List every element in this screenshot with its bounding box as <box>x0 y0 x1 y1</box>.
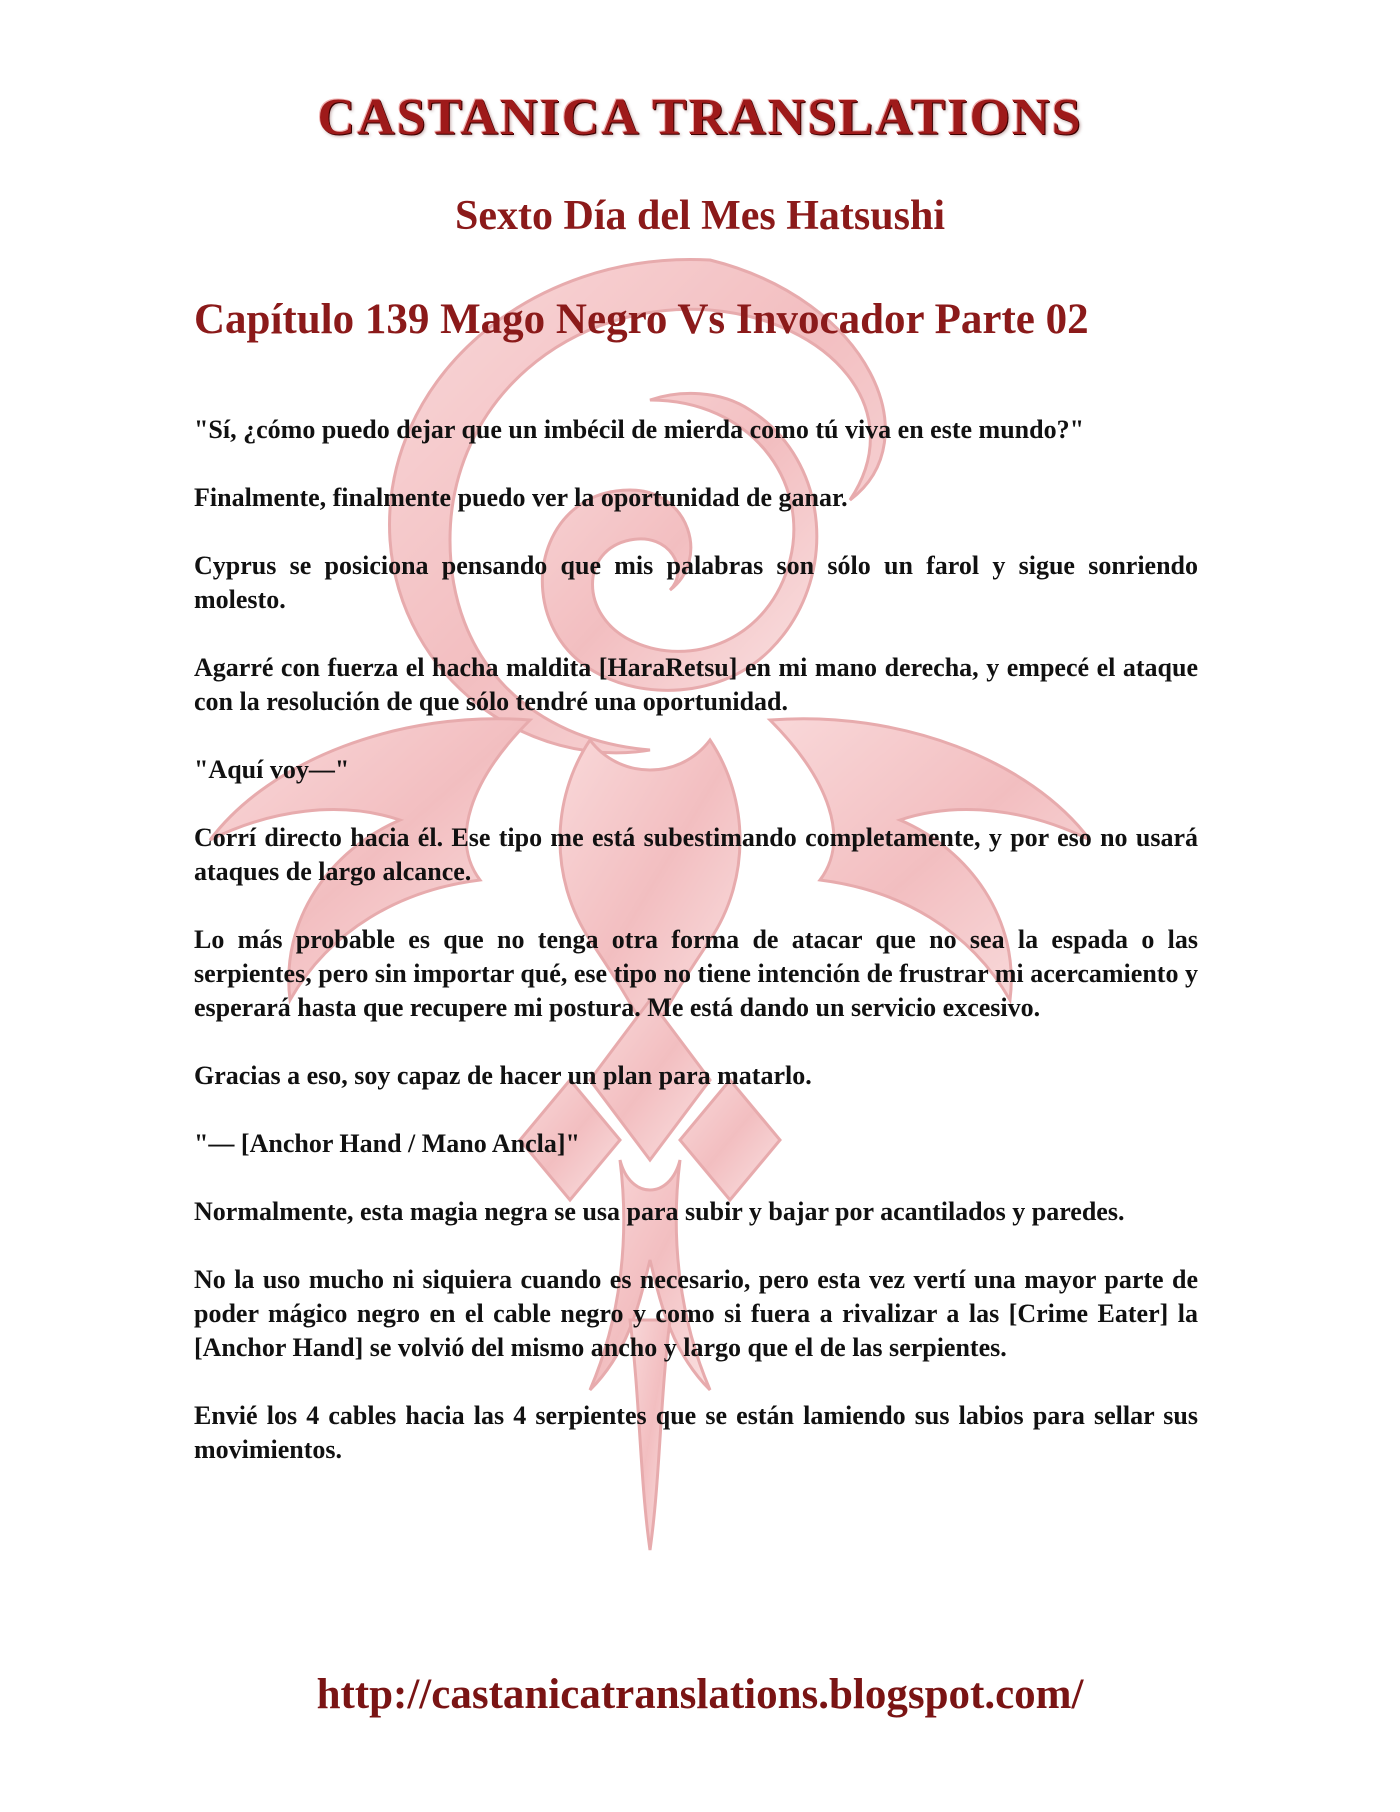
paragraph: Gracias a eso, soy capaz de hacer un plan para matarlo. <box>194 1061 812 1090</box>
paragraph: No la uso mucho ni siquiera cuando es necesario, pero esta vez vertí una mayor parte de poder mágico negro en el cable negro y como si fuera a rivalizar a las [Crime Eater] la [Anchor Hand] se volvió del mismo ancho y largo que el de las serpientes. <box>194 1265 1198 1362</box>
paragraph: Envié los 4 cables hacia las 4 serpientes que se están lamiendo sus labios para sellar sus movimientos. <box>194 1401 1198 1464</box>
paragraph: Corrí directo hacia él. Ese tipo me está subestimando completamente, y por eso no usará ataques de largo alcance. <box>194 823 1198 886</box>
paragraph: Finalmente, finalmente puedo ver la oportunidad de ganar. <box>194 483 848 512</box>
chapter-body <box>194 413 1198 1501</box>
blog-url-link[interactable]: http://castanicatranslations.blogspot.com/ <box>316 1671 1084 1718</box>
paragraph: "Sí, ¿cómo puedo dejar que un imbécil de mierda como tú viva en este mundo?" <box>194 415 1085 444</box>
paragraph: "— [Anchor Hand / Mano Ancla]" <box>194 1129 580 1158</box>
chapter-title: Capítulo 139 Mago Negro Vs Invocador Parte 02 <box>194 296 1089 343</box>
paragraph: Agarré con fuerza el hacha maldita [HaraRetsu] en mi mano derecha, y empecé el ataque con la resolución de que sólo tendré una oportunidad. <box>194 653 1198 716</box>
brand-title: CASTANICA TRANSLATIONS <box>317 89 1083 146</box>
paragraph: "Aquí voy—" <box>194 755 350 784</box>
paragraph: Lo más probable es que no tenga otra forma de atacar que no sea la espada o las serpientes, pero sin importar qué, ese tipo no tiene intención de frustrar mi acercamiento y esperará hasta que recupere mi postura. Me está dando un servicio excesivo. <box>194 925 1198 1022</box>
paragraph: Cyprus se posiciona pensando que mis palabras son sólo un farol y sigue sonriendo molesto. <box>194 551 1198 614</box>
volume-subtitle: Sexto Día del Mes Hatsushi <box>454 193 945 239</box>
paragraph: Normalmente, esta magia negra se usa para subir y bajar por acantilados y paredes. <box>194 1197 1125 1226</box>
